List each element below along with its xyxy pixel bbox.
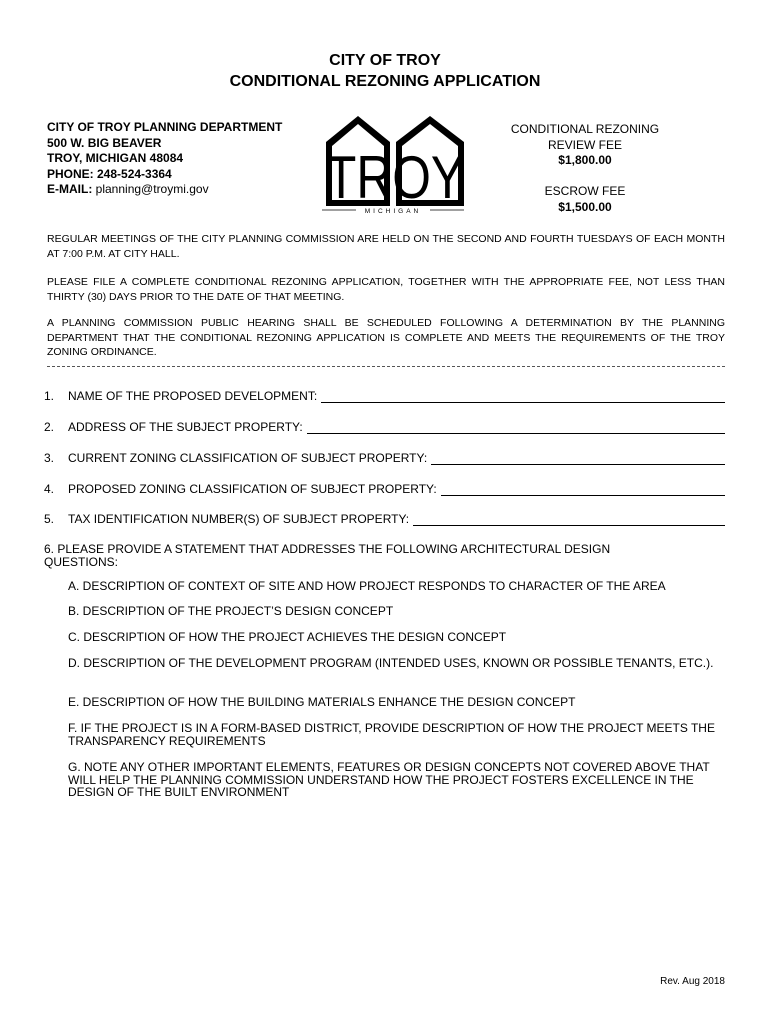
question-label: TAX IDENTIFICATION NUMBER(S) OF SUBJECT PROPERTY: bbox=[68, 512, 410, 526]
question-label: CURRENT ZONING CLASSIFICATION OF SUBJECT PROPERTY: bbox=[68, 451, 428, 465]
public-hearing-text: A PLANNING COMMISSION PUBLIC HEARING SHALL BE SCHEDULED FOLLOWING A DETERMINATION BY THE PLANNING DEPARTMENT THAT THE CONDITIONAL REZONING APPLICATION IS COMPLETE AND MEETS THE REQUIREMENTS OF THE TROY ZONING ORDINANCE. bbox=[47, 317, 725, 358]
review-fee-label-2: REVIEW FEE bbox=[547, 137, 622, 152]
question-tax-id bbox=[44, 511, 725, 526]
escrow-fee-block bbox=[500, 184, 670, 215]
design-item-d: D. DESCRIPTION OF THE DEVELOPMENT PROGRAM (INTENDED USES, KNOWN OR POSSIBLE TENANTS, ETC.). bbox=[68, 656, 714, 670]
page-subtitle: CONDITIONAL REZONING APPLICATION bbox=[229, 73, 541, 90]
review-fee-label-1: CONDITIONAL REZONING bbox=[510, 122, 660, 136]
proposed-zoning-field[interactable] bbox=[441, 481, 725, 496]
email-link[interactable]: planning@troymi.gov bbox=[95, 182, 209, 196]
question-label: NAME OF THE PROPOSED DEVELOPMENT: bbox=[68, 389, 318, 403]
escrow-fee-amount: $1,500.00 bbox=[558, 199, 612, 214]
question-number: 3. bbox=[44, 451, 55, 465]
email-label: E-MAIL: bbox=[47, 182, 93, 196]
tax-id-field[interactable] bbox=[413, 511, 725, 526]
design-item-e: E. DESCRIPTION OF HOW THE BUILDING MATERIALS ENHANCE THE DESIGN CONCEPT bbox=[68, 695, 576, 709]
current-zoning-field[interactable] bbox=[431, 450, 725, 465]
question-number: 4. bbox=[44, 482, 55, 496]
troy-logo bbox=[318, 116, 468, 216]
logo-wordmark: TROY bbox=[326, 144, 464, 211]
design-item-c: C. DESCRIPTION OF HOW THE PROJECT ACHIEVES THE DESIGN CONCEPT bbox=[68, 630, 507, 644]
question-number: 1. bbox=[44, 389, 55, 403]
design-item-a: A. DESCRIPTION OF CONTEXT OF SITE AND HOW PROJECT RESPONDS TO CHARACTER OF THE AREA bbox=[68, 579, 666, 593]
escrow-fee-label: ESCROW FEE bbox=[544, 184, 626, 198]
question-proposed-zoning bbox=[44, 481, 725, 496]
department-address: 500 W. BIG BEAVER bbox=[47, 135, 162, 150]
section-divider bbox=[47, 366, 725, 367]
question-number: 5. bbox=[44, 512, 55, 526]
question-design-statement: 6. PLEASE PROVIDE A STATEMENT THAT ADDRESSES THE FOLLOWING ARCHITECTURAL DESIGN QUESTIONS: bbox=[44, 542, 611, 569]
design-item-g: G. NOTE ANY OTHER IMPORTANT ELEMENTS, FEATURES OR DESIGN CONCEPTS NOT COVERED ABOVE THAT WILL HELP THE PLANNING COMMISSION UNDERSTAND HOW THE PROJECT FOSTERS EXCELLENCE IN THE DESIGN OF THE BUILT ENVIRONMENT bbox=[68, 760, 710, 799]
logo-subtitle: MICHIGAN bbox=[364, 208, 422, 215]
question-label: PROPOSED ZONING CLASSIFICATION OF SUBJECT PROPERTY: bbox=[68, 482, 437, 496]
department-city: TROY, MICHIGAN 48084 bbox=[47, 151, 184, 165]
question-label: ADDRESS OF THE SUBJECT PROPERTY: bbox=[68, 420, 303, 434]
revision-date: Rev. Aug 2018 bbox=[660, 976, 725, 987]
review-fee-amount: $1,800.00 bbox=[558, 153, 612, 167]
question-property-address bbox=[44, 419, 725, 434]
design-item-f: F. IF THE PROJECT IS IN A FORM-BASED DISTRICT, PROVIDE DESCRIPTION OF HOW THE PROJECT MEETS THE TRANSPARENCY REQUIREMENTS bbox=[68, 721, 715, 748]
department-phone: PHONE: 248-524-3364 bbox=[47, 166, 172, 181]
filing-deadline-text: PLEASE FILE A COMPLETE CONDITIONAL REZONING APPLICATION, TOGETHER WITH THE APPROPRIATE FEE, NOT LESS THAN THIRTY (30) DAYS PRIOR TO THE DATE OF THAT MEETING. bbox=[47, 276, 725, 303]
question-current-zoning bbox=[44, 450, 725, 465]
contact-block bbox=[47, 120, 282, 198]
question-development-name bbox=[44, 388, 725, 403]
page-title: CITY OF TROY bbox=[329, 52, 441, 69]
design-item-b: B. DESCRIPTION OF THE PROJECT’S DESIGN CONCEPT bbox=[68, 604, 394, 618]
property-address-field[interactable] bbox=[307, 419, 725, 434]
development-name-field[interactable] bbox=[321, 388, 725, 403]
department-name: CITY OF TROY PLANNING DEPARTMENT bbox=[47, 120, 283, 134]
meeting-schedule-text: REGULAR MEETINGS OF THE CITY PLANNING COMMISSION ARE HELD ON THE SECOND AND FOURTH TUESDAYS OF EACH MONTH AT 7:00 P.M. AT CITY HALL. bbox=[47, 233, 725, 260]
department-email bbox=[47, 182, 282, 198]
question-number: 2. bbox=[44, 420, 55, 434]
review-fee-block bbox=[500, 122, 670, 169]
